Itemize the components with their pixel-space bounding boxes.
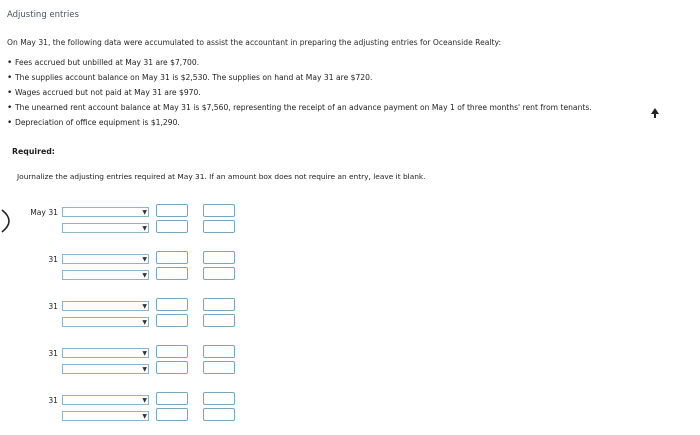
mouse-cursor-icon	[651, 108, 659, 118]
debit-amount-input[interactable]	[156, 392, 188, 405]
account-select[interactable]	[62, 301, 149, 311]
credit-amount-input[interactable]	[203, 220, 235, 233]
chevron-down-icon: ▼	[142, 256, 147, 263]
problem-intro: On May 31, the following data were accumulated to assist the accountant in preparing the adjusting entries for Oceanside Realty:	[7, 38, 501, 47]
debit-amount-input[interactable]	[156, 345, 188, 358]
account-select[interactable]	[62, 270, 149, 280]
credit-amount-input[interactable]	[203, 204, 235, 217]
journal-entry	[0, 347, 700, 381]
journal-entry	[0, 206, 700, 240]
bullet-item: • Wages accrued but not paid at May 31 are $970.	[7, 85, 592, 100]
entry-date: 31	[48, 349, 58, 358]
bullet-item: • The supplies account balance on May 31 is $2,530. The supplies on hand at May 31 are $720.	[7, 70, 592, 85]
chevron-down-icon: ▼	[142, 319, 147, 326]
account-select[interactable]	[62, 207, 149, 217]
chevron-down-icon: ▼	[142, 303, 147, 310]
journal-entry	[0, 253, 700, 287]
credit-amount-input[interactable]	[203, 267, 235, 280]
credit-amount-input[interactable]	[203, 298, 235, 311]
credit-amount-input[interactable]	[203, 361, 235, 374]
bullet-item: • Fees accrued but unbilled at May 31 are $7,700.	[7, 55, 592, 70]
chevron-down-icon: ▼	[142, 397, 147, 404]
credit-amount-input[interactable]	[203, 251, 235, 264]
debit-amount-input[interactable]	[156, 267, 188, 280]
debit-amount-input[interactable]	[156, 204, 188, 217]
chevron-down-icon: ▼	[142, 350, 147, 357]
chevron-down-icon: ▼	[142, 366, 147, 373]
entry-date: May 31	[30, 208, 58, 217]
debit-amount-input[interactable]	[156, 408, 188, 421]
account-select[interactable]	[62, 348, 149, 358]
account-select[interactable]	[62, 411, 149, 421]
account-select[interactable]	[62, 317, 149, 327]
entry-date: 31	[48, 255, 58, 264]
entry-date: 31	[48, 302, 58, 311]
chevron-down-icon: ▼	[142, 413, 147, 420]
required-label: Required:	[12, 147, 55, 156]
account-select[interactable]	[62, 364, 149, 374]
page-title: Adjusting entries	[7, 10, 79, 20]
bullet-item: • Depreciation of office equipment is $1,290.	[7, 115, 592, 130]
debit-amount-input[interactable]	[156, 220, 188, 233]
account-select[interactable]	[62, 223, 149, 233]
chevron-down-icon: ▼	[142, 272, 147, 279]
debit-amount-input[interactable]	[156, 314, 188, 327]
journal-entry	[0, 300, 700, 334]
problem-bullets	[7, 55, 592, 130]
account-select[interactable]	[62, 254, 149, 264]
journal-entry	[0, 394, 700, 428]
chevron-down-icon: ▼	[142, 209, 147, 216]
entry-date: 31	[48, 396, 58, 405]
debit-amount-input[interactable]	[156, 361, 188, 374]
chevron-down-icon: ▼	[142, 225, 147, 232]
credit-amount-input[interactable]	[203, 314, 235, 327]
debit-amount-input[interactable]	[156, 298, 188, 311]
credit-amount-input[interactable]	[203, 408, 235, 421]
bullet-item: • The unearned rent account balance at May 31 is $7,560, representing the receipt of an advance payment on May 1 of three months' rent from tenants.	[7, 100, 592, 115]
debit-amount-input[interactable]	[156, 251, 188, 264]
account-select[interactable]	[62, 395, 149, 405]
credit-amount-input[interactable]	[203, 345, 235, 358]
instruction-text: Journalize the adjusting entries required at May 31. If an amount box does not require an entry, leave it blank.	[17, 172, 426, 181]
credit-amount-input[interactable]	[203, 392, 235, 405]
